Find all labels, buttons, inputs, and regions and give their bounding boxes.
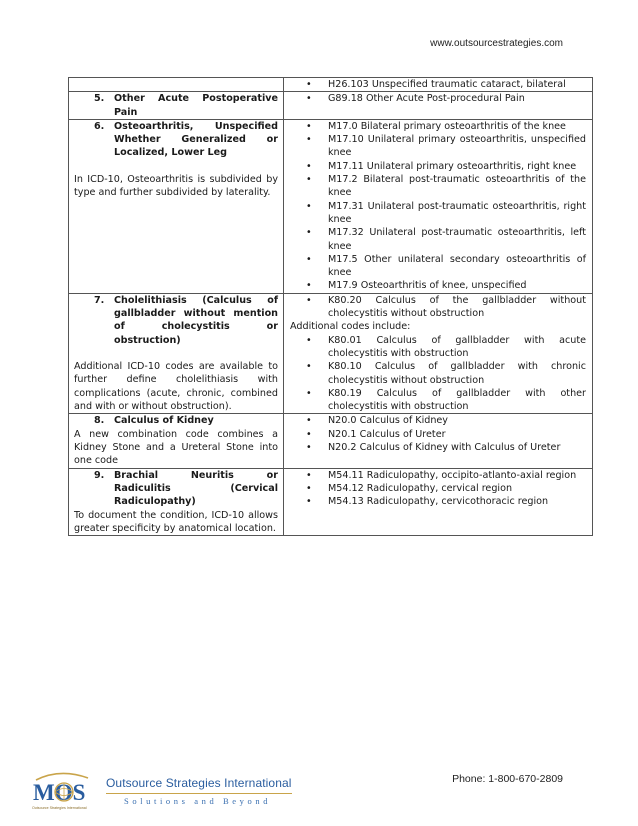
- code-item: • N20.0 Calculus of Kidney: [286, 414, 586, 427]
- table-row: [69, 119, 593, 293]
- table-row: [69, 414, 593, 468]
- code-list: [286, 120, 586, 293]
- table-row: [69, 468, 593, 535]
- code-item: • N20.1 Calculus of Ureter: [286, 428, 586, 441]
- code-item: • M17.0 Bilateral primary osteoarthritis of the knee: [286, 120, 586, 133]
- condition-number: 9.: [94, 469, 105, 481]
- code-list: [286, 92, 586, 105]
- condition-title: Calculus of Kidney: [114, 415, 214, 427]
- code-item: • K80.19 Calculus of gallbladder with other cholecystitis with obstruction: [286, 387, 586, 414]
- condition-heading: [74, 120, 278, 160]
- logo-mark-text: MOS: [33, 780, 86, 805]
- condition-cell: [69, 414, 284, 468]
- additional-code-list: [286, 334, 586, 414]
- logo-subtext: Outsource Strategies International: [32, 806, 87, 810]
- code-item: • M17.5 Other unilateral secondary osteoarthritis of knee: [286, 253, 586, 280]
- code-item: • M17.2 Bilateral post-traumatic osteoarthritis of the knee: [286, 173, 586, 200]
- company-name: Outsource Strategies International: [106, 776, 292, 790]
- code-item: • M17.11 Unilateral primary osteoarthritis, right knee: [286, 160, 586, 173]
- code-item: • M17.10 Unilateral primary osteoarthritis, unspecified knee: [286, 133, 586, 160]
- condition-number: 6.: [94, 120, 105, 132]
- code-item: • H26.103 Unspecified traumatic cataract, bilateral: [286, 78, 586, 91]
- code-item: • M17.32 Unilateral post-traumatic osteoarthritis, left knee: [286, 226, 586, 253]
- condition-number: 8.: [94, 415, 105, 427]
- condition-description: To document the condition, ICD-10 allows greater specificity by anatomical location.: [74, 509, 278, 534]
- condition-heading: [74, 294, 278, 347]
- code-item: • K80.01 Calculus of gallbladder with acute cholecystitis with obstruction: [286, 334, 586, 361]
- condition-cell: [69, 78, 284, 92]
- phone-number: Phone: 1-800-670-2809: [452, 773, 563, 785]
- condition-heading: [74, 414, 278, 427]
- condition-cell: [69, 468, 284, 535]
- condition-cell: [69, 119, 284, 293]
- condition-description: A new combination code combines a Kidney Stone and a Ureteral Stone into one code: [74, 428, 278, 467]
- condition-heading: [74, 469, 278, 509]
- additional-codes-label: Additional codes include:: [290, 321, 411, 333]
- code-item: • M54.13 Radiculopathy, cervicothoracic region: [286, 495, 586, 508]
- condition-title: Cholelithiasis (Calculus of gallbladder without mention of cholecystitis or obstruction): [114, 294, 278, 346]
- table-row: [69, 78, 593, 92]
- code-item: • N20.2 Calculus of Kidney with Calculus of Ureter: [286, 441, 586, 454]
- code-list: [286, 414, 586, 454]
- code-item: • G89.18 Other Acute Post-procedural Pain: [286, 92, 586, 105]
- code-list: [286, 469, 586, 509]
- company-logo: [30, 770, 292, 812]
- code-item: • M54.11 Radiculopathy, occipito-atlanto-axial region: [286, 469, 586, 482]
- code-item: • K80.10 Calculus of gallbladder with chronic cholecystitis without obstruction: [286, 360, 586, 387]
- icd-code-table: [68, 77, 593, 536]
- codes-cell: [284, 119, 593, 293]
- code-item: • K80.20 Calculus of the gallbladder without cholecystitis without obstruction: [286, 294, 586, 321]
- code-item: • M54.12 Radiculopathy, cervical region: [286, 482, 586, 495]
- codes-cell: [284, 78, 593, 92]
- condition-title: Other Acute Postoperative Pain: [114, 93, 278, 118]
- condition-cell: [69, 92, 284, 120]
- codes-cell: [284, 414, 593, 468]
- condition-description: In ICD-10, Osteoarthritis is subdivided by type and further subdivided by laterality.: [74, 173, 278, 199]
- code-item: • M17.31 Unilateral post-traumatic osteoarthritis, right knee: [286, 200, 586, 227]
- code-list: [286, 78, 586, 91]
- code-item: • M17.9 Osteoarthritis of knee, unspecified: [286, 279, 586, 292]
- condition-number: 7.: [94, 294, 105, 306]
- company-tagline: Solutions and Beyond: [106, 793, 292, 806]
- condition-title: Osteoarthritis, Unspecified Whether Generalized or Localized, Lower Leg: [114, 120, 278, 159]
- condition-description: Additional ICD-10 codes are available to further define cholelithiasis with complications (acute, chronic, combined and with or without obstruction).: [74, 360, 278, 412]
- mos-logo-icon: [30, 770, 100, 812]
- table-row: [69, 293, 593, 414]
- codes-cell: [284, 293, 593, 414]
- condition-cell: [69, 293, 284, 414]
- code-list: [286, 294, 586, 321]
- table-row: [69, 92, 593, 120]
- condition-title: Brachial Neuritis or Radiculitis (Cervical Radiculopathy): [114, 469, 278, 508]
- codes-cell: [284, 468, 593, 535]
- condition-number: 5.: [94, 93, 105, 105]
- condition-heading: [74, 92, 278, 119]
- website-url: www.outsourcestrategies.com: [430, 38, 563, 49]
- codes-cell: [284, 92, 593, 120]
